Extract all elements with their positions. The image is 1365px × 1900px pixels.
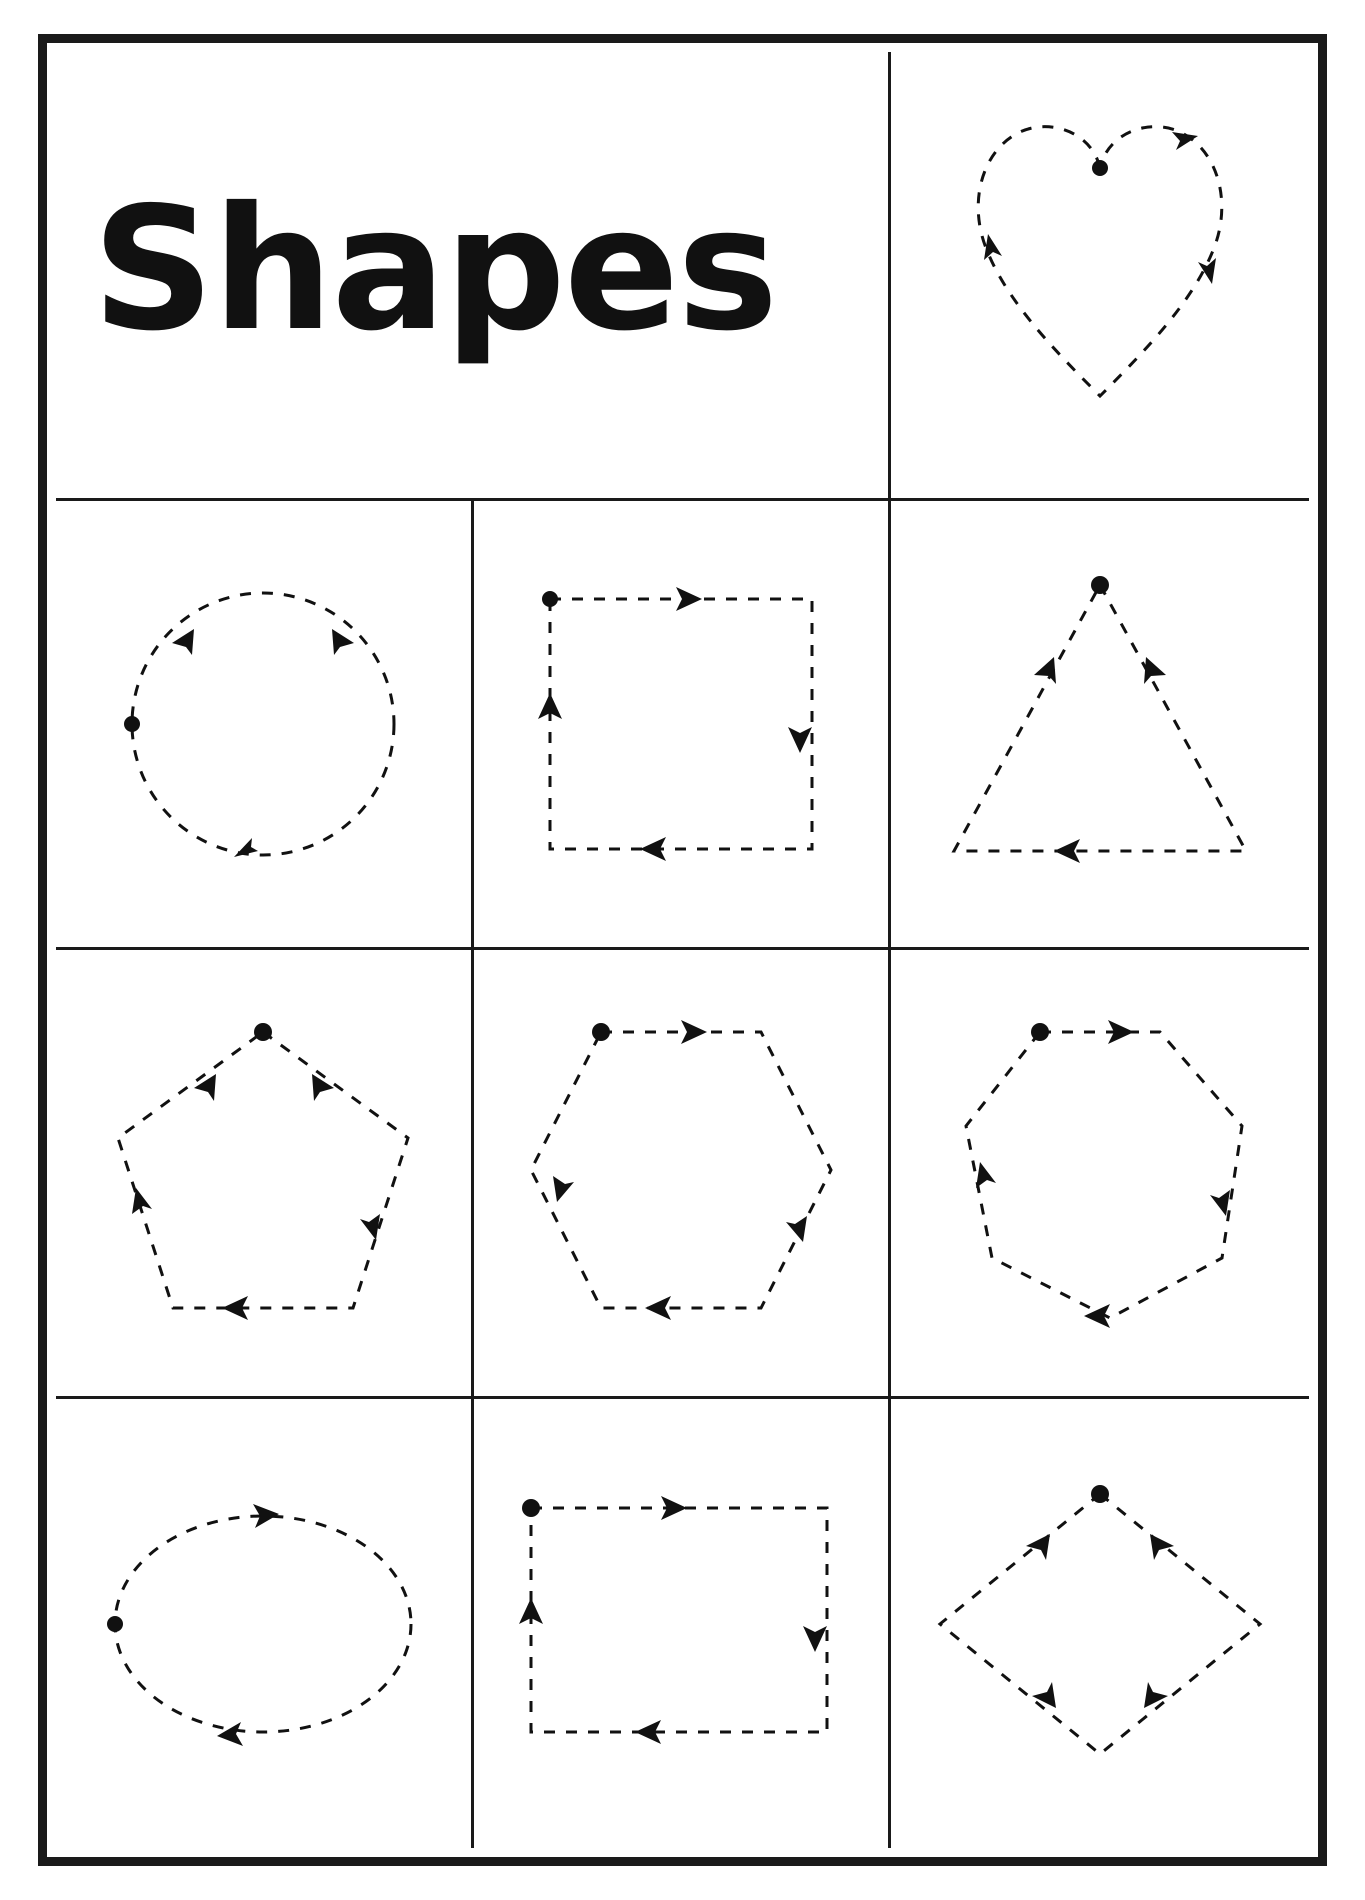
start-dot-heptagon — [1031, 1023, 1049, 1041]
start-dot-circle — [124, 716, 140, 732]
shape-cell-heptagon — [891, 950, 1309, 1399]
start-dot-hexagon — [592, 1023, 610, 1041]
start-dot-pentagon — [254, 1023, 272, 1041]
page-title: Shapes — [92, 171, 777, 369]
shape-cell-heart — [891, 52, 1309, 501]
start-dot-heart — [1092, 160, 1108, 176]
start-dot-rectangle — [522, 1499, 540, 1517]
shape-cell-diamond — [891, 1399, 1309, 1848]
shape-cell-triangle — [891, 501, 1309, 950]
start-dot-square — [542, 591, 558, 607]
start-dot-triangle — [1091, 576, 1109, 594]
start-dot-diamond — [1091, 1485, 1109, 1503]
shape-cell-oval — [56, 1399, 474, 1848]
shape-cell-pentagon — [56, 950, 474, 1399]
shape-cell-circle — [56, 501, 474, 950]
start-dot-oval — [107, 1616, 123, 1632]
shape-cell-hexagon — [474, 950, 892, 1399]
shape-cell-square — [474, 501, 892, 950]
shapes-grid — [56, 52, 1309, 1848]
title-cell — [56, 52, 891, 501]
shape-cell-rectangle — [474, 1399, 892, 1848]
